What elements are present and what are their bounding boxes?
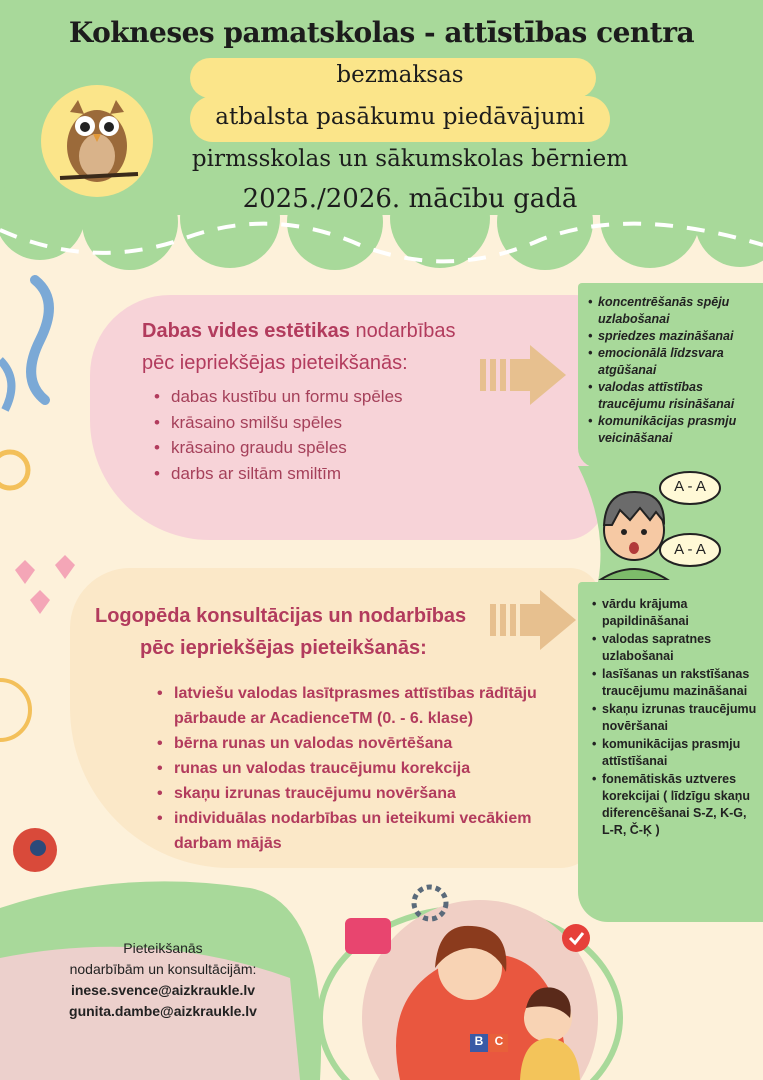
email-link[interactable]: gunita.dambe@aizkraukle.lv (69, 1003, 257, 1019)
list-item: • valodas attīstības traucējumu risināšanai (586, 379, 756, 413)
list-item: • spriedzes mazināšanai (586, 328, 756, 345)
arrow-icon (480, 345, 566, 405)
list-item: • fonemātiskās uztveres korekcijai ( līdzīgu skaņu diferencēšanai S-Z, K-G, L-R, Č-Ķ ) (590, 771, 758, 839)
owl-icon (38, 82, 156, 200)
speech-bubble: A - A (674, 541, 706, 558)
list-item: • dabas kustību un formu spēles (145, 384, 403, 410)
subtitle-offers: atbalsta pasākumu piedāvājumi (215, 104, 585, 130)
nature-activities-subheading: pēc iepriekšējas pieteikšanās: (142, 352, 408, 374)
subtitle-free: bezmaksas (336, 62, 464, 88)
contact-label: nodarbībām un konsultācijām: (69, 961, 257, 977)
list-item: • darbs ar siltām smiltīm (145, 461, 403, 487)
decorative-doodles (0, 270, 80, 890)
list-item: • individuālas nodarbības un ieteikumi vecākiem darbam mājās (148, 806, 568, 856)
list-item: • krāsaino smilšu spēles (145, 410, 403, 436)
list-item: • valodas sapratnes uzlabošanai (590, 631, 758, 665)
speech-therapy-subheading: pēc iepriekšējas pieteikšanās: (140, 637, 427, 659)
speech-bubble: A - A (674, 478, 706, 495)
speech-therapy-list (148, 681, 568, 856)
list-item: • komunikācijas prasmju veicināšanai (586, 413, 756, 447)
subtitle-audience: pirmsskolas un sākumskolas bērniem (191, 146, 629, 172)
list-item: • koncentrēšanās spēju uzlabošanai (586, 294, 756, 328)
list-item: • bērna runas un valodas novērtēšana (148, 731, 568, 756)
contact-info (28, 938, 298, 1022)
contact-label: Pieteikšanās (123, 940, 203, 956)
list-item: • latviešu valodas lasītprasmes attīstības rādītāju pārbaude ar AcadienceTM (0. - 6. klase) (148, 681, 568, 731)
speech-therapy-heading: Logopēda konsultācijas un nodarbības (95, 605, 467, 627)
list-item: • emocionālā līdzsvara atgūšanai (586, 345, 756, 379)
speech-benefits-list (590, 596, 758, 840)
nature-benefits-list (586, 294, 756, 447)
list-item: • komunikācijas prasmju attīstīšanai (590, 736, 758, 770)
list-item: • lasīšanas un rakstīšanas traucējumu mazināšanai (590, 666, 758, 700)
arrow-icon (490, 590, 576, 650)
subtitle-year: 2025./2026. mācību gadā (242, 184, 578, 214)
page-title: Kokneses pamatskolas - attīstības centra (68, 16, 695, 49)
list-item: • krāsaino graudu spēles (145, 435, 403, 461)
toy-block: C (494, 1034, 504, 1048)
list-item: • runas un valodas traucējumu korekcija (148, 756, 568, 781)
list-item: • vārdu krājuma papildināšanai (590, 596, 758, 630)
toy-block: B (474, 1034, 484, 1048)
list-item: • skaņu izrunas traucējumu novēršana (148, 781, 568, 806)
nature-activities-heading: Dabas vides estētikas nodarbības (142, 320, 456, 342)
list-item: • skaņu izrunas traucējumu novēršanai (590, 701, 758, 735)
nature-activities-list (145, 384, 403, 486)
email-link[interactable]: inese.svence@aizkraukle.lv (70, 982, 256, 998)
